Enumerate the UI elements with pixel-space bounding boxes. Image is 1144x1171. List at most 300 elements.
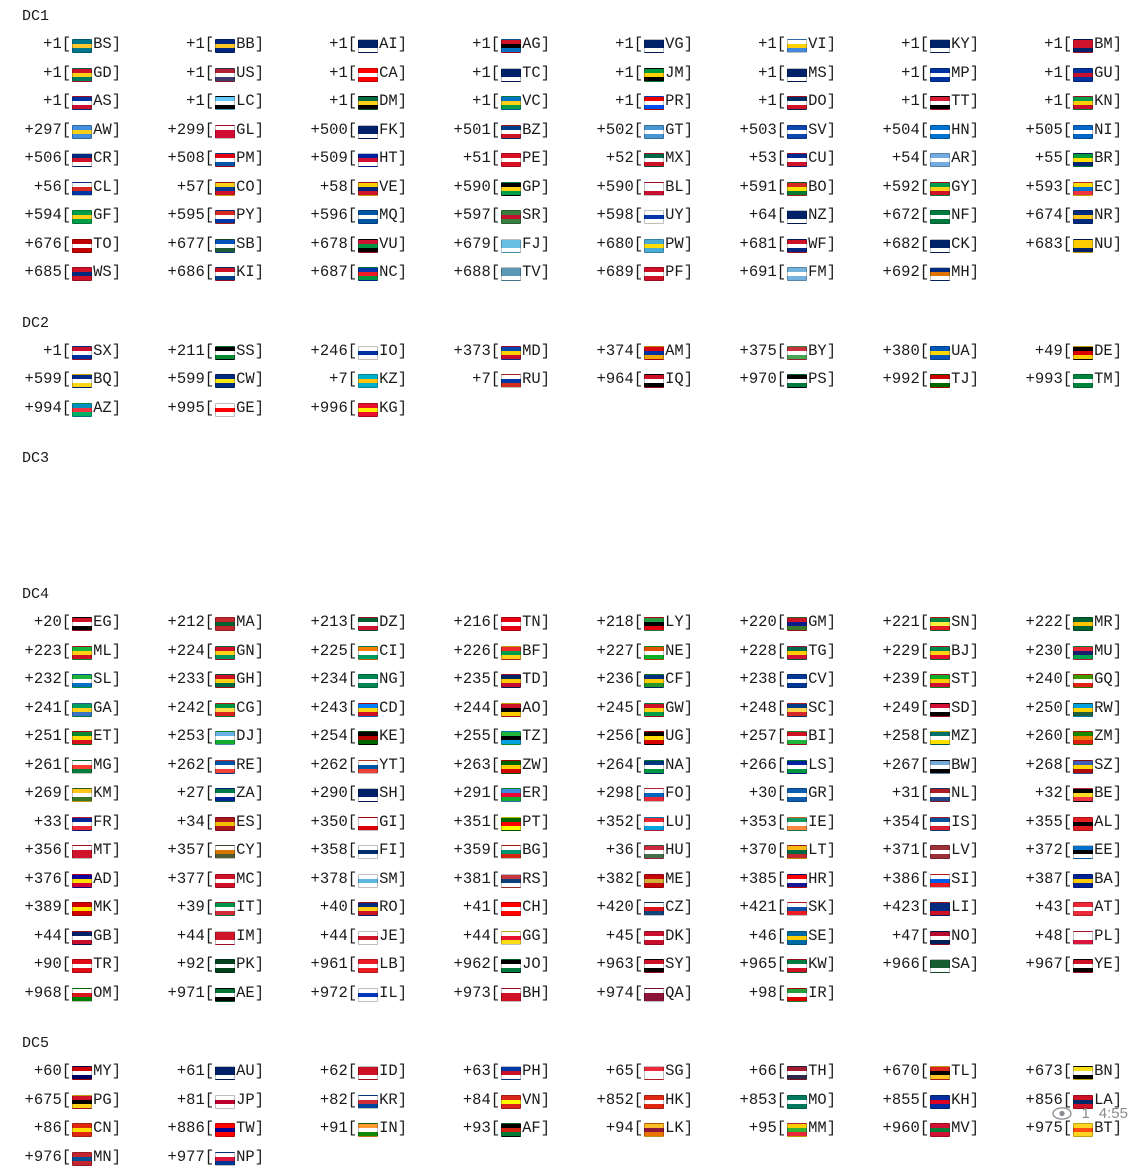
country-entry[interactable] (572, 1086, 715, 1115)
country-entry[interactable] (286, 394, 429, 423)
bracket-close: ] (398, 1114, 407, 1143)
country-entry[interactable] (1001, 950, 1144, 979)
country-entry[interactable] (858, 116, 1001, 145)
bracket-close: ] (684, 637, 693, 666)
country-entry[interactable] (572, 722, 715, 751)
country-entry[interactable] (1001, 365, 1144, 394)
country-entry[interactable] (572, 608, 715, 637)
country-iso-code: PT (522, 808, 541, 837)
country-entry[interactable] (143, 751, 286, 780)
country-entry[interactable] (858, 836, 1001, 865)
country-entry[interactable] (715, 722, 858, 751)
bracket-open: [ (1063, 201, 1072, 230)
country-entry[interactable] (858, 751, 1001, 780)
country-iso-code: BF (522, 637, 541, 666)
country-entry[interactable] (0, 865, 143, 894)
country-entry[interactable] (143, 59, 286, 88)
country-entry[interactable] (572, 116, 715, 145)
country-entry[interactable] (286, 173, 429, 202)
country-entry[interactable] (0, 1086, 143, 1115)
country-entry[interactable] (429, 637, 572, 666)
bracket-open: [ (634, 258, 643, 287)
country-entry[interactable] (286, 808, 429, 837)
country-entry[interactable] (143, 201, 286, 230)
country-entry[interactable] (0, 1114, 143, 1143)
country-entry[interactable] (286, 144, 429, 173)
country-entry[interactable] (1001, 201, 1144, 230)
country-entry[interactable] (143, 30, 286, 59)
dial-code: +239 (883, 665, 920, 694)
country-entry[interactable] (572, 836, 715, 865)
country-entry[interactable] (429, 173, 572, 202)
country-iso-code: IN (379, 1114, 398, 1143)
country-entry[interactable] (0, 173, 143, 202)
country-entry[interactable] (143, 1143, 286, 1171)
country-entry[interactable] (1001, 116, 1144, 145)
country-entry[interactable] (429, 950, 572, 979)
country-entry[interactable] (572, 865, 715, 894)
country-entry[interactable] (715, 808, 858, 837)
country-entry[interactable] (715, 230, 858, 259)
country-entry[interactable] (858, 950, 1001, 979)
bracket-close: ] (827, 337, 836, 366)
country-iso-code: BH (522, 979, 541, 1008)
bracket-open: [ (777, 87, 786, 116)
country-entry[interactable] (0, 201, 143, 230)
country-entry[interactable] (429, 201, 572, 230)
country-entry[interactable] (143, 116, 286, 145)
country-entry[interactable] (572, 365, 715, 394)
country-entry[interactable] (572, 665, 715, 694)
country-entry[interactable] (429, 922, 572, 951)
country-entry[interactable] (572, 922, 715, 951)
flag-icon (501, 125, 521, 139)
country-entry[interactable] (715, 116, 858, 145)
country-iso-code: FJ (522, 230, 541, 259)
dial-code: +1 (1044, 87, 1063, 116)
country-entry[interactable] (1001, 865, 1144, 894)
country-entry[interactable] (0, 694, 143, 723)
country-entry[interactable] (1001, 30, 1144, 59)
country-entry[interactable] (858, 59, 1001, 88)
country-entry[interactable] (715, 59, 858, 88)
country-entry[interactable] (143, 1057, 286, 1086)
flag-icon (501, 1066, 521, 1080)
country-entry[interactable] (715, 1086, 858, 1115)
country-entry[interactable] (286, 1086, 429, 1115)
country-entry[interactable] (0, 779, 143, 808)
country-entry[interactable] (143, 637, 286, 666)
dial-code: +56 (34, 173, 62, 202)
country-entry[interactable] (0, 87, 143, 116)
country-entry[interactable] (286, 1057, 429, 1086)
country-entry[interactable] (715, 979, 858, 1008)
country-entry[interactable] (429, 808, 572, 837)
country-entry[interactable] (572, 808, 715, 837)
country-entry[interactable] (286, 722, 429, 751)
country-entry[interactable] (429, 865, 572, 894)
country-entry[interactable] (715, 694, 858, 723)
country-entry[interactable] (715, 950, 858, 979)
country-entry[interactable] (858, 201, 1001, 230)
country-entry[interactable] (286, 230, 429, 259)
country-entry[interactable] (429, 836, 572, 865)
country-entry[interactable] (715, 30, 858, 59)
country-entry[interactable] (572, 337, 715, 366)
country-entry[interactable] (715, 87, 858, 116)
flag-icon (1073, 96, 1093, 110)
country-entry[interactable] (143, 1086, 286, 1115)
country-entry[interactable] (715, 258, 858, 287)
country-entry[interactable] (1001, 893, 1144, 922)
dial-code: +1 (472, 30, 491, 59)
country-entry[interactable] (429, 665, 572, 694)
country-entry[interactable] (858, 865, 1001, 894)
country-entry[interactable] (0, 608, 143, 637)
country-entry[interactable] (143, 337, 286, 366)
country-entry[interactable] (143, 230, 286, 259)
country-entry[interactable] (572, 637, 715, 666)
country-entry[interactable] (1001, 922, 1144, 951)
country-entry[interactable] (429, 87, 572, 116)
country-entry[interactable] (1001, 173, 1144, 202)
country-entry[interactable] (0, 116, 143, 145)
dial-code: +966 (883, 950, 920, 979)
country-entry[interactable] (429, 258, 572, 287)
country-entry[interactable] (286, 751, 429, 780)
bracket-close: ] (541, 337, 550, 366)
country-entry[interactable] (715, 637, 858, 666)
country-entry[interactable] (429, 751, 572, 780)
dial-code: +40 (320, 893, 348, 922)
country-entry[interactable] (0, 836, 143, 865)
country-entry[interactable] (0, 1143, 143, 1171)
bracket-open: [ (62, 1057, 71, 1086)
country-entry[interactable] (429, 59, 572, 88)
country-entry[interactable] (286, 30, 429, 59)
bracket-open: [ (205, 665, 214, 694)
country-entry[interactable] (858, 173, 1001, 202)
country-entry[interactable] (858, 258, 1001, 287)
bracket-close: ] (827, 950, 836, 979)
country-entry[interactable] (286, 59, 429, 88)
country-entry[interactable] (1001, 1057, 1144, 1086)
country-entry[interactable] (572, 30, 715, 59)
country-entry[interactable] (286, 365, 429, 394)
country-entry[interactable] (143, 808, 286, 837)
country-entry[interactable] (715, 779, 858, 808)
bracket-close: ] (827, 173, 836, 202)
country-entry[interactable] (429, 893, 572, 922)
country-entry[interactable] (429, 979, 572, 1008)
dial-code: +1 (186, 59, 205, 88)
flag-icon (1073, 346, 1093, 360)
flag-icon (215, 374, 235, 388)
country-entry[interactable] (572, 201, 715, 230)
country-entry[interactable] (572, 950, 715, 979)
country-entry[interactable] (143, 144, 286, 173)
country-entry[interactable] (572, 59, 715, 88)
country-iso-code: MO (808, 1086, 827, 1115)
country-entry[interactable] (715, 893, 858, 922)
country-entry[interactable] (0, 722, 143, 751)
country-entry[interactable] (572, 1114, 715, 1143)
country-entry[interactable] (0, 751, 143, 780)
country-entry[interactable] (858, 1086, 1001, 1115)
country-entry[interactable] (429, 337, 572, 366)
country-entry[interactable] (572, 230, 715, 259)
flag-icon (1073, 153, 1093, 167)
country-entry[interactable] (858, 722, 1001, 751)
country-entry[interactable] (572, 779, 715, 808)
country-entry[interactable] (143, 950, 286, 979)
country-entry[interactable] (858, 608, 1001, 637)
country-entry[interactable] (0, 950, 143, 979)
country-iso-code: LC (236, 87, 255, 116)
country-entry[interactable] (143, 979, 286, 1008)
country-iso-code: YT (379, 751, 398, 780)
country-entry[interactable] (0, 144, 143, 173)
country-entry[interactable] (143, 173, 286, 202)
country-entry[interactable] (1001, 637, 1144, 666)
country-entry[interactable] (286, 608, 429, 637)
country-entry[interactable] (858, 1057, 1001, 1086)
country-entry[interactable] (715, 1057, 858, 1086)
country-entry[interactable] (858, 87, 1001, 116)
country-entry[interactable] (286, 893, 429, 922)
country-entry[interactable] (572, 87, 715, 116)
country-entry[interactable] (1001, 87, 1144, 116)
country-entry[interactable] (858, 30, 1001, 59)
country-entry[interactable] (286, 337, 429, 366)
bracket-open: [ (1063, 922, 1072, 951)
dial-code: +229 (883, 637, 920, 666)
country-iso-code: FR (93, 808, 112, 837)
country-entry[interactable] (286, 922, 429, 951)
country-entry[interactable] (1001, 808, 1144, 837)
flag-icon (930, 760, 950, 774)
country-entry[interactable] (858, 144, 1001, 173)
bracket-close: ] (398, 950, 407, 979)
country-entry[interactable] (858, 665, 1001, 694)
country-iso-code: IR (808, 979, 827, 1008)
country-entry[interactable] (1001, 779, 1144, 808)
country-entry[interactable] (286, 950, 429, 979)
country-iso-code: OM (93, 979, 112, 1008)
bracket-close: ] (684, 258, 693, 287)
dial-code: +599 (25, 365, 62, 394)
country-entry[interactable] (143, 87, 286, 116)
country-entry[interactable] (143, 836, 286, 865)
country-entry[interactable] (286, 637, 429, 666)
country-entry[interactable] (1001, 836, 1144, 865)
dial-code: +1 (901, 30, 920, 59)
country-entry[interactable] (858, 779, 1001, 808)
country-entry[interactable] (429, 1086, 572, 1115)
bracket-open: [ (348, 337, 357, 366)
bracket-close: ] (112, 59, 121, 88)
flag-icon (501, 674, 521, 688)
country-entry[interactable] (858, 694, 1001, 723)
bracket-open: [ (62, 144, 71, 173)
country-entry[interactable] (858, 922, 1001, 951)
country-entry[interactable] (1001, 665, 1144, 694)
country-iso-code: SZ (1094, 751, 1113, 780)
country-entry[interactable] (572, 893, 715, 922)
country-entry[interactable] (1001, 230, 1144, 259)
country-entry[interactable] (715, 1114, 858, 1143)
bracket-open: [ (777, 1114, 786, 1143)
country-entry[interactable] (143, 1114, 286, 1143)
country-entry[interactable] (286, 694, 429, 723)
country-entry[interactable] (715, 201, 858, 230)
dial-code: +971 (168, 979, 205, 1008)
flag-icon (787, 96, 807, 110)
flag-icon (72, 210, 92, 224)
country-entry[interactable] (429, 722, 572, 751)
country-entry[interactable] (429, 608, 572, 637)
country-entry[interactable] (429, 1057, 572, 1086)
country-entry[interactable] (715, 665, 858, 694)
country-entry[interactable] (286, 87, 429, 116)
bracket-open: [ (205, 1114, 214, 1143)
country-entry[interactable] (0, 394, 143, 423)
country-entry[interactable] (286, 201, 429, 230)
country-entry[interactable] (286, 116, 429, 145)
country-entry[interactable] (572, 1057, 715, 1086)
country-entry[interactable] (1001, 144, 1144, 173)
country-entry[interactable] (429, 694, 572, 723)
country-entry[interactable] (143, 394, 286, 423)
country-entry[interactable] (143, 865, 286, 894)
country-entry[interactable] (286, 836, 429, 865)
country-entry[interactable] (0, 258, 143, 287)
country-entry[interactable] (858, 1114, 1001, 1143)
country-entry[interactable] (0, 230, 143, 259)
country-entry[interactable] (286, 979, 429, 1008)
country-entry[interactable] (0, 808, 143, 837)
country-entry[interactable] (429, 116, 572, 145)
bracket-close: ] (541, 665, 550, 694)
country-entry[interactable] (0, 665, 143, 694)
bracket-close: ] (541, 950, 550, 979)
country-entry[interactable] (715, 173, 858, 202)
bracket-close: ] (398, 116, 407, 145)
country-entry[interactable] (143, 258, 286, 287)
bracket-open: [ (491, 258, 500, 287)
country-entry[interactable] (0, 1057, 143, 1086)
country-entry[interactable] (143, 608, 286, 637)
country-entry[interactable] (286, 258, 429, 287)
country-entry[interactable] (572, 694, 715, 723)
country-entry[interactable] (572, 173, 715, 202)
country-entry[interactable] (429, 30, 572, 59)
country-entry[interactable] (143, 779, 286, 808)
country-entry[interactable] (715, 337, 858, 366)
country-entry[interactable] (858, 808, 1001, 837)
country-entry[interactable] (858, 337, 1001, 366)
country-entry[interactable] (429, 144, 572, 173)
country-iso-code: IL (379, 979, 398, 1008)
country-entry[interactable] (1001, 59, 1144, 88)
country-entry[interactable] (858, 365, 1001, 394)
country-entry[interactable] (858, 230, 1001, 259)
country-entry[interactable] (715, 836, 858, 865)
country-entry[interactable] (143, 365, 286, 394)
country-entry[interactable] (143, 694, 286, 723)
country-entry[interactable] (715, 922, 858, 951)
flag-icon (501, 210, 521, 224)
country-entry[interactable] (715, 751, 858, 780)
flag-icon (72, 845, 92, 859)
country-iso-code: AE (236, 979, 255, 1008)
bracket-close: ] (684, 865, 693, 894)
country-entry[interactable] (572, 751, 715, 780)
dial-code: +92 (177, 950, 205, 979)
country-entry[interactable] (286, 665, 429, 694)
flag-icon (787, 153, 807, 167)
country-entry[interactable] (0, 365, 143, 394)
country-entry[interactable] (0, 30, 143, 59)
country-entry[interactable] (429, 230, 572, 259)
bracket-close: ] (112, 365, 121, 394)
country-iso-code: AL (1094, 808, 1113, 837)
country-entry[interactable] (429, 365, 572, 394)
country-entry[interactable] (0, 922, 143, 951)
bracket-open: [ (634, 87, 643, 116)
group-title: DC3 (0, 448, 1144, 470)
country-entry[interactable] (858, 893, 1001, 922)
flag-icon (644, 1123, 664, 1137)
country-iso-code: RW (1094, 694, 1113, 723)
country-entry[interactable] (1001, 337, 1144, 366)
country-entry[interactable] (0, 337, 143, 366)
country-entry[interactable] (715, 608, 858, 637)
country-entry[interactable] (286, 865, 429, 894)
country-entry[interactable] (1001, 608, 1144, 637)
country-entry[interactable] (0, 893, 143, 922)
country-entry[interactable] (858, 637, 1001, 666)
dial-code: +251 (25, 722, 62, 751)
country-entry[interactable] (715, 144, 858, 173)
bracket-close: ] (398, 751, 407, 780)
country-entry[interactable] (143, 722, 286, 751)
country-iso-code: BJ (951, 637, 970, 666)
country-entry[interactable] (0, 637, 143, 666)
country-entry[interactable] (715, 365, 858, 394)
dial-code: +51 (463, 144, 491, 173)
country-entry[interactable] (572, 144, 715, 173)
country-entry[interactable] (0, 59, 143, 88)
country-entry[interactable] (572, 979, 715, 1008)
country-iso-code: YE (1094, 950, 1113, 979)
country-entry[interactable] (1001, 751, 1144, 780)
country-entry[interactable] (1001, 722, 1144, 751)
country-entry[interactable] (143, 922, 286, 951)
country-entry[interactable] (572, 258, 715, 287)
country-entry[interactable] (1001, 694, 1144, 723)
country-entry[interactable] (143, 665, 286, 694)
country-entry[interactable] (429, 779, 572, 808)
country-entry[interactable] (429, 1114, 572, 1143)
bracket-open: [ (920, 144, 929, 173)
country-entry[interactable] (143, 893, 286, 922)
country-entry[interactable] (715, 865, 858, 894)
country-entry[interactable] (0, 979, 143, 1008)
country-entry[interactable] (286, 1114, 429, 1143)
country-entry[interactable] (286, 779, 429, 808)
flag-icon (787, 617, 807, 631)
